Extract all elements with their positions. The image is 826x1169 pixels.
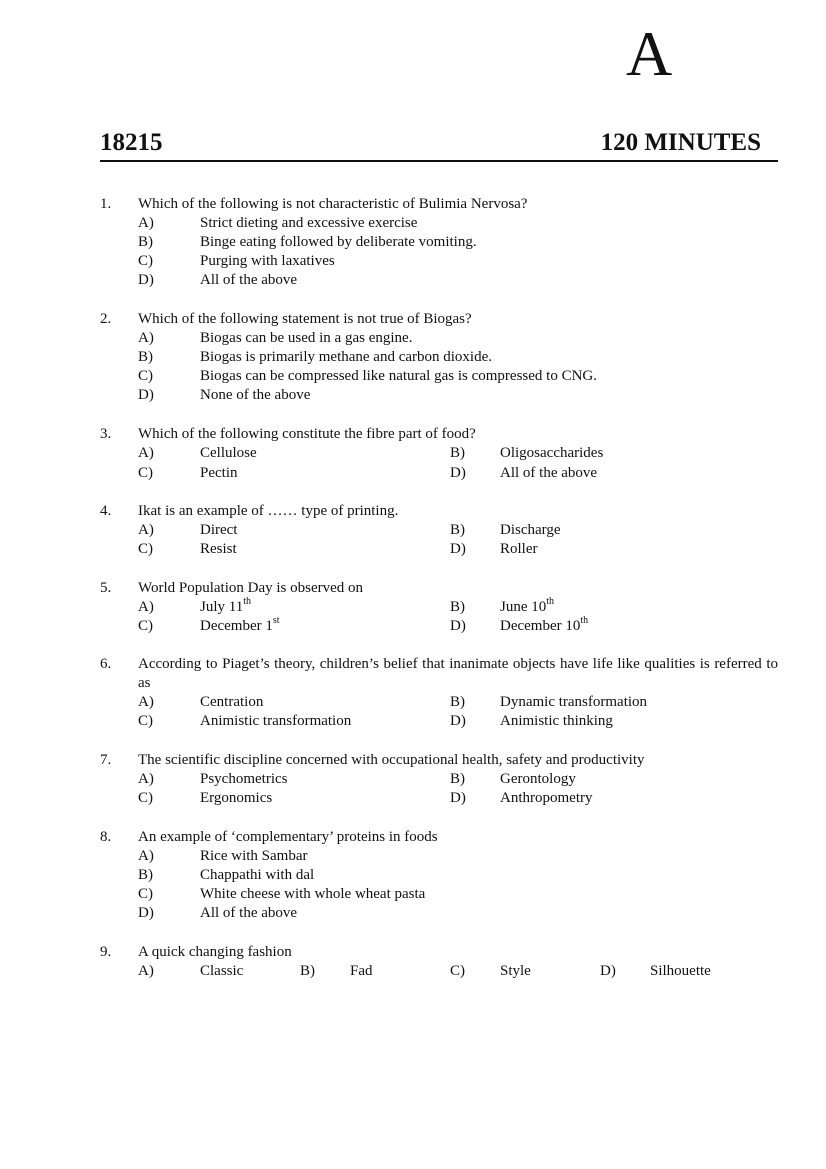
option-text: Ergonomics xyxy=(200,790,273,806)
series-letter: A xyxy=(626,18,673,89)
header-rule xyxy=(100,160,778,162)
question-6 xyxy=(100,655,780,731)
option-row xyxy=(100,962,780,981)
option-text: June 10th xyxy=(500,596,555,615)
option-b xyxy=(100,866,780,885)
ordinal-suffix: th xyxy=(580,615,589,626)
question-text: Ikat is an example of …… type of printing. xyxy=(138,503,399,519)
option-label: C) xyxy=(138,713,153,729)
option-label: D) xyxy=(450,713,466,729)
question-number: 3. xyxy=(100,426,112,442)
option-label: A) xyxy=(138,330,154,346)
ordinal-suffix: st xyxy=(272,615,280,626)
question-4 xyxy=(100,502,780,559)
option-label: D) xyxy=(450,465,466,481)
option-label: C) xyxy=(138,465,153,481)
option-text: July 11th xyxy=(200,596,251,615)
option-label: B) xyxy=(138,349,153,365)
option-label: B) xyxy=(450,771,465,787)
option-text: Resist xyxy=(200,541,237,557)
option-label: D) xyxy=(600,963,616,979)
question-text: An example of ‘complementary’ proteins in foods xyxy=(138,829,438,845)
option-label: B) xyxy=(450,599,465,615)
option-text: White cheese with whole wheat pasta xyxy=(200,886,426,902)
option-text: Binge eating followed by deliberate vomiting. xyxy=(200,234,477,250)
option-label: A) xyxy=(138,694,154,710)
option-label: A) xyxy=(138,445,154,461)
option-text: Oligosaccharides xyxy=(500,445,604,461)
option-b xyxy=(100,348,780,367)
question-number: 5. xyxy=(100,580,112,596)
option-row xyxy=(100,444,780,463)
question-text: According to Piaget’s theory, children’s belief that inanimate objects have life like qualities is referred to as xyxy=(138,656,778,691)
option-label: B) xyxy=(300,963,315,979)
question-number: 4. xyxy=(100,503,112,519)
option-label: A) xyxy=(138,599,154,615)
option-label: B) xyxy=(450,445,465,461)
question-1 xyxy=(100,195,780,290)
option-text: Animistic thinking xyxy=(500,713,613,729)
question-text: The scientific discipline concerned with occupational health, safety and productivity xyxy=(138,752,645,768)
option-label: A) xyxy=(138,215,154,231)
option-label: D) xyxy=(450,790,466,806)
option-label: A) xyxy=(138,771,154,787)
option-row xyxy=(100,693,780,712)
option-row xyxy=(100,617,780,636)
option-label: B) xyxy=(138,234,153,250)
option-row xyxy=(100,540,780,559)
question-text: Which of the following statement is not true of Biogas? xyxy=(138,311,472,327)
option-text: Direct xyxy=(200,522,238,538)
question-7 xyxy=(100,751,780,808)
question-text: Which of the following is not characteristic of Bulimia Nervosa? xyxy=(138,196,528,212)
option-text: Classic xyxy=(200,963,244,979)
option-label: C) xyxy=(138,541,153,557)
option-c xyxy=(100,885,780,904)
option-row xyxy=(100,789,780,808)
ordinal-suffix: th xyxy=(546,596,555,607)
option-text: December 10th xyxy=(500,615,589,634)
option-text: Biogas can be used in a gas engine. xyxy=(200,330,413,346)
option-row xyxy=(100,464,780,483)
option-label: A) xyxy=(138,522,154,538)
option-label: C) xyxy=(138,253,153,269)
option-text: Gerontology xyxy=(500,771,576,787)
option-label: B) xyxy=(450,522,465,538)
paper-code: 18215 xyxy=(100,129,163,156)
option-text: Silhouette xyxy=(650,963,711,979)
option-text: Fad xyxy=(350,963,373,979)
option-text: Anthropometry xyxy=(500,790,593,806)
question-text: Which of the following constitute the fibre part of food? xyxy=(138,426,476,442)
question-2 xyxy=(100,310,780,405)
question-number: 8. xyxy=(100,829,112,845)
option-text: Animistic transformation xyxy=(200,713,352,729)
question-number: 1. xyxy=(100,196,112,212)
option-label: C) xyxy=(138,368,153,384)
question-9 xyxy=(100,943,780,981)
option-label: B) xyxy=(138,867,153,883)
question-3 xyxy=(100,425,780,483)
question-text: A quick changing fashion xyxy=(138,944,292,960)
option-d xyxy=(100,904,780,923)
option-label: D) xyxy=(450,541,466,557)
option-label: D) xyxy=(138,272,154,288)
option-b xyxy=(100,233,780,252)
option-text: All of the above xyxy=(200,272,298,288)
option-d xyxy=(100,386,780,405)
option-text: Dynamic transformation xyxy=(500,694,648,710)
option-c xyxy=(100,252,780,271)
option-label: D) xyxy=(138,905,154,921)
option-label: D) xyxy=(138,387,154,403)
option-label: C) xyxy=(138,618,153,634)
option-label: D) xyxy=(450,618,466,634)
option-text: Chappathi with dal xyxy=(200,867,315,883)
option-text: Biogas is primarily methane and carbon dioxide. xyxy=(200,349,493,365)
question-5 xyxy=(100,579,780,636)
option-text: Roller xyxy=(500,541,538,557)
option-text: Strict dieting and excessive exercise xyxy=(200,215,418,231)
option-a xyxy=(100,214,780,233)
option-text: Cellulose xyxy=(200,445,257,461)
option-row xyxy=(100,770,780,789)
option-text: December 1st xyxy=(200,615,280,634)
option-text: Pectin xyxy=(200,465,238,481)
option-label: B) xyxy=(450,694,465,710)
option-label: A) xyxy=(138,848,154,864)
option-a xyxy=(100,329,780,348)
option-text: Biogas can be compressed like natural gas is compressed to CNG. xyxy=(200,368,597,384)
option-label: C) xyxy=(450,963,465,979)
exam-duration: 120 MINUTES xyxy=(600,129,761,156)
option-text: Rice with Sambar xyxy=(200,848,308,864)
option-label: C) xyxy=(138,886,153,902)
question-8 xyxy=(100,828,780,923)
option-label: A) xyxy=(138,963,154,979)
option-text: Psychometrics xyxy=(200,771,288,787)
option-a xyxy=(100,847,780,866)
option-text: All of the above xyxy=(500,465,598,481)
question-text: World Population Day is observed on xyxy=(138,580,364,596)
option-row xyxy=(100,521,780,540)
option-text: Discharge xyxy=(500,522,561,538)
ordinal-suffix: th xyxy=(243,596,251,607)
option-text: None of the above xyxy=(200,387,311,403)
option-label: C) xyxy=(138,790,153,806)
question-number: 6. xyxy=(100,656,112,672)
option-d xyxy=(100,271,780,290)
question-number: 7. xyxy=(100,752,112,768)
option-row xyxy=(100,712,780,731)
question-number: 2. xyxy=(100,311,112,327)
option-text: Purging with laxatives xyxy=(200,253,335,269)
option-text: Style xyxy=(500,963,531,979)
option-c xyxy=(100,367,780,386)
option-text: All of the above xyxy=(200,905,298,921)
option-row xyxy=(100,598,780,617)
option-text: Centration xyxy=(200,694,264,710)
question-number: 9. xyxy=(100,944,112,960)
